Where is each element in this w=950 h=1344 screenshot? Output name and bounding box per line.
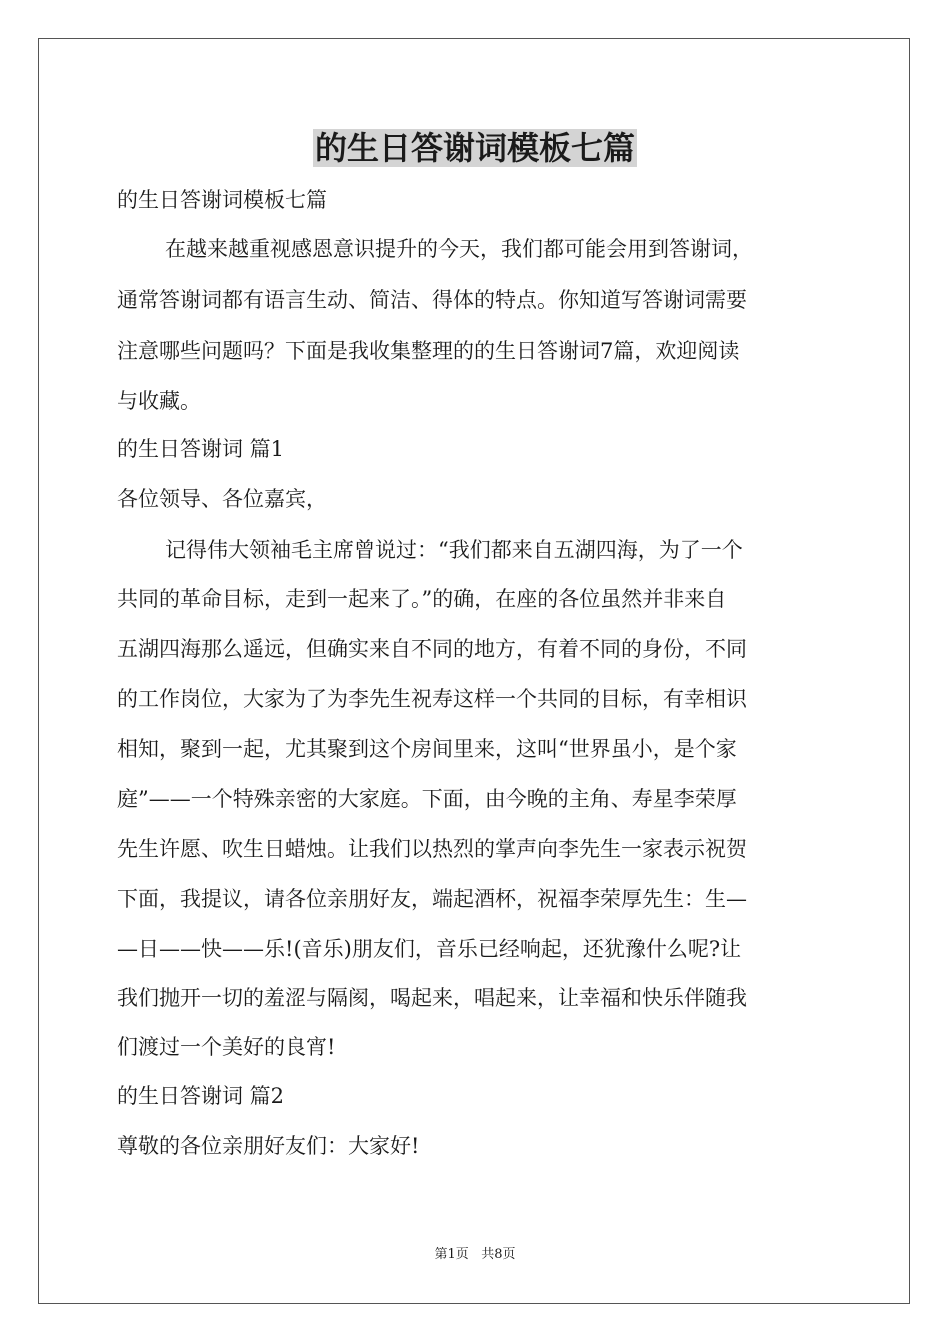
speech-paragraph-line: 庭”——一个特殊亲密的大家庭。下面，由今晚的主角、寿星李荣厚 <box>117 787 737 811</box>
page-frame <box>38 38 910 1304</box>
intro-paragraph-line: 通常答谢词都有语言生动、简洁、得体的特点。你知道写答谢词需要 <box>117 288 747 312</box>
subtitle-line: 的生日答谢词模板七篇 <box>117 188 327 212</box>
intro-paragraph-line: 在越来越重视感恩意识提升的今天，我们都可能会用到答谢词， <box>165 237 753 261</box>
speech-paragraph-line: 相知，聚到一起，尤其聚到这个房间里来，这叫“世界虽小，是个家 <box>117 737 737 761</box>
speech-paragraph-line: 的工作岗位，大家为了为李先生祝寿这样一个共同的目标，有幸相识 <box>117 687 747 711</box>
speech-paragraph-line: 记得伟大领袖毛主席曾说过：“我们都来自五湖四海，为了一个 <box>165 538 743 562</box>
footer-spacer <box>469 1247 481 1262</box>
speech-paragraph-line: —日——快——乐!(音乐)朋友们，音乐已经响起，还犹豫什么呢?让 <box>117 937 742 961</box>
intro-paragraph-line: 与收藏。 <box>117 389 201 413</box>
page-total: 共8页 <box>481 1247 516 1262</box>
intro-paragraph-line: 注意哪些问题吗？下面是我收集整理的的生日答谢词7篇，欢迎阅读 <box>117 339 740 363</box>
salutation-line: 尊敬的各位亲朋好友们：大家好! <box>117 1134 420 1158</box>
speech-paragraph-line: 下面，我提议，请各位亲朋好友，端起酒杯，祝福李荣厚先生：生— <box>117 887 747 911</box>
speech-paragraph-line: 先生许愿、吹生日蜡烛。让我们以热烈的掌声向李先生一家表示祝贺 <box>117 837 747 861</box>
page-number: 第1页 <box>434 1247 469 1262</box>
speech-paragraph-line: 五湖四海那么遥远，但确实来自不同的地方，有着不同的身份，不同 <box>117 637 747 661</box>
speech-paragraph-line: 共同的革命目标，走到一起来了。”的确，在座的各位虽然并非来自 <box>117 587 727 611</box>
speech-paragraph-line: 们渡过一个美好的良宵! <box>117 1035 336 1059</box>
salutation-line: 各位领导、各位嘉宾， <box>117 487 327 511</box>
page-footer <box>0 1246 950 1264</box>
speech-paragraph-line: 我们抛开一切的羞涩与隔阂，喝起来，唱起来，让幸福和快乐伴随我 <box>117 986 747 1010</box>
section-heading-2: 的生日答谢词 篇2 <box>117 1084 285 1108</box>
section-heading-1: 的生日答谢词 篇1 <box>117 437 285 461</box>
document-title: 的生日答谢词模板七篇 <box>314 129 635 167</box>
